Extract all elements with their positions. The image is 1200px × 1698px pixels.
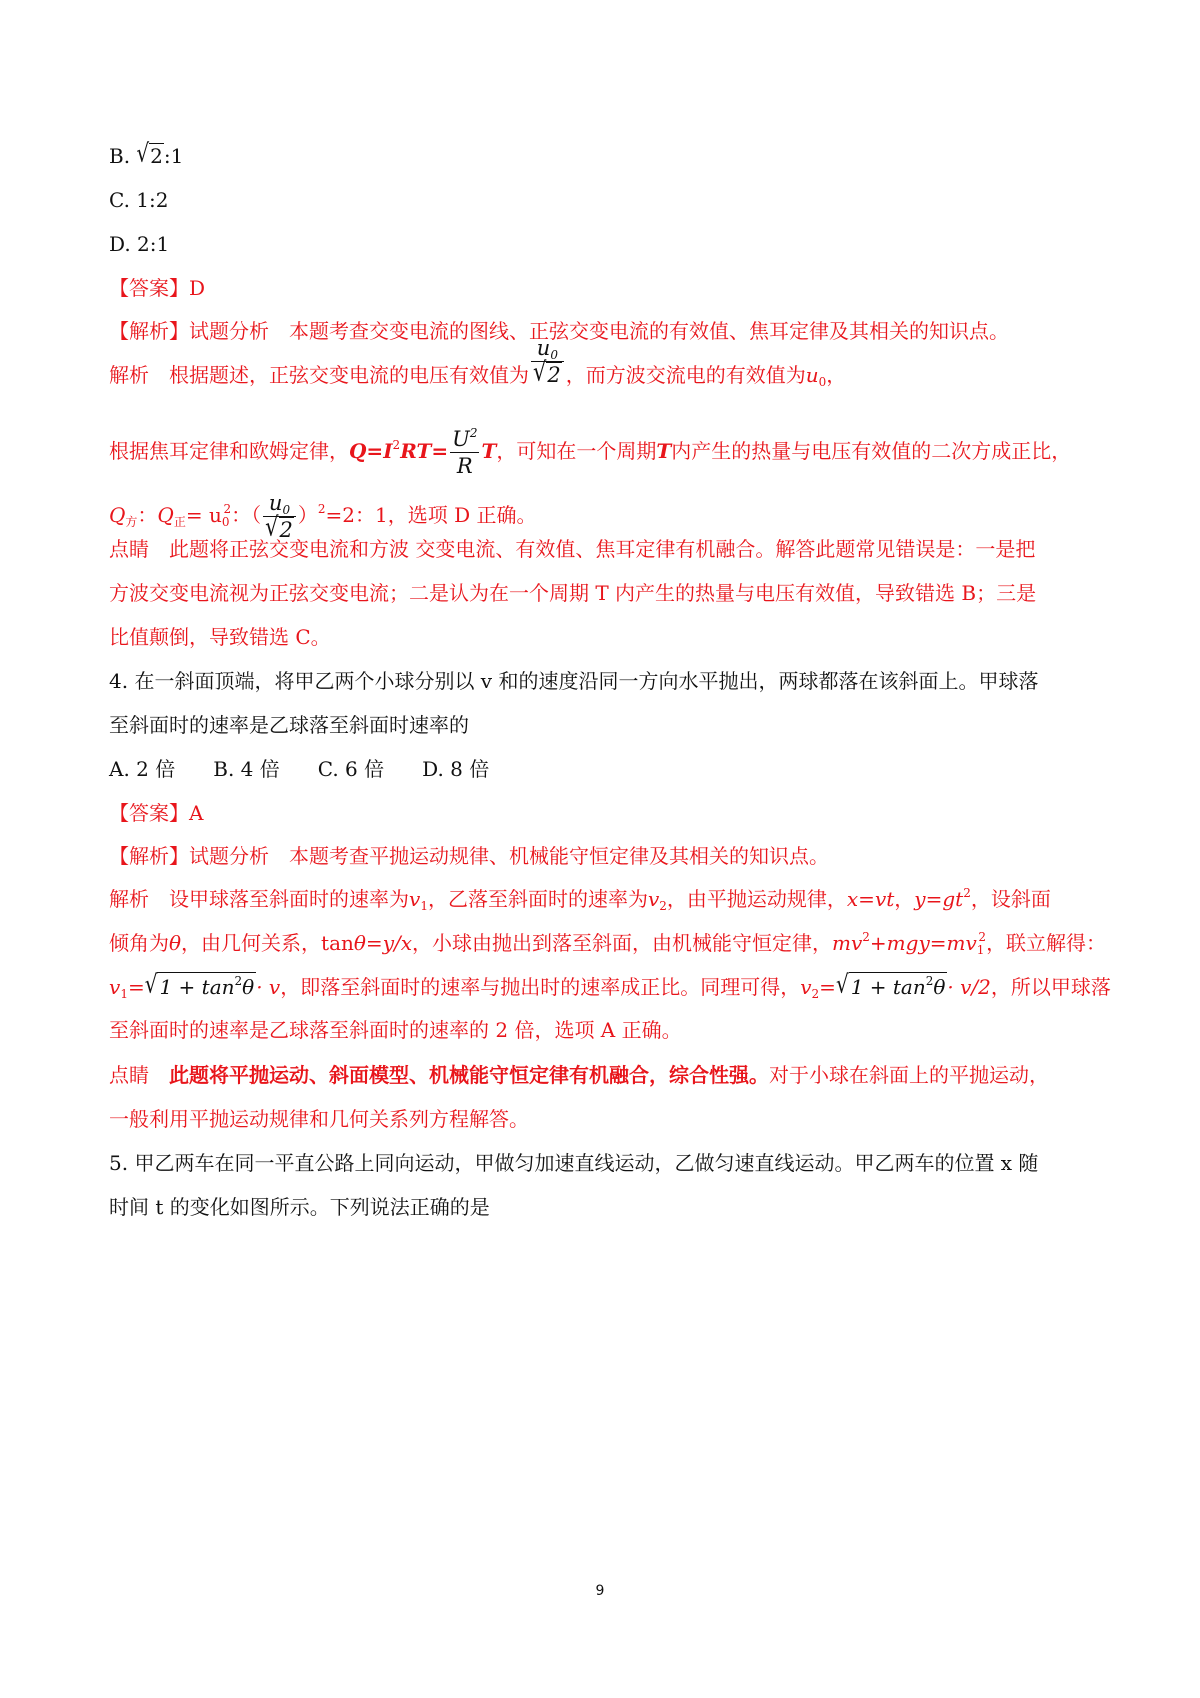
q4-stem-line-2: 至斜面时的速率是乙球落至斜面时速率的: [109, 713, 469, 737]
q4-solution-line-3: $v_1=√$ $1 + \tan^2\theta \cdot v$，即落至斜面时的速率与抛出时的速率成正比。同理可得，$v_2=√$ $1 + \tan^2\theta \cdot v/2$，所以甲球落: [109, 968, 1111, 1001]
note-line-1: 点睛 此题将正弦交变电流和方波 交变电流、有效值、焦耳定律有机融合。解答此题常见错误是：一是把: [109, 537, 1036, 561]
note-line-2: 方波交变电流视为正弦交变电流；二是认为在一个周期 T 内产生的热量与电压有效值，导致错选 B；三是: [109, 581, 1037, 605]
solution-line-3: $Q_方$：$Q_正= u_0^2$：（ $\frac{u_0}{√2}$ ）$^2$=2：1，选项 D 正确。: [109, 491, 537, 542]
q4-option-b: B. 4 倍: [213, 757, 280, 781]
q4-note-line-2: 一般利用平抛运动规律和几何关系列方程解答。: [109, 1107, 529, 1131]
fraction-u0-sqrt2-b: $\frac{u_0}{√2}$: [263, 490, 296, 543]
sqrt-expression-1: $1 + \tan^2\theta$: [159, 974, 255, 999]
option-c: C. 1:2: [109, 188, 169, 212]
fraction-u0-sqrt2: $\frac{u_0}{√2}$: [531, 335, 564, 388]
q5-stem-line-2: 时间 t 的变化如图所示。下列说法正确的是: [109, 1195, 490, 1219]
q4-solution-line-1: 解析 设甲球落至斜面时的速率为$v_1$，乙落至斜面时的速率为$v_2$，由平抛运动规律，x=vt，$y=gt^2$，设斜面: [109, 886, 1051, 913]
fraction-u2-r: $\frac{U^2}{R}$: [452, 426, 478, 478]
sqrt-expression-2: $1 + \tan^2\theta$: [850, 974, 946, 999]
q4-note-line-1: 点睛 此题将平抛运动、斜面模型、机械能守恒定律有机融合，综合性强。对于小球在斜面上的平抛运动，: [109, 1063, 1049, 1087]
q4-solution-line-4: 至斜面时的速率是乙球落至斜面时的速率的 2 倍，选项 A 正确。: [109, 1018, 682, 1042]
q4-option-d: D. 8 倍: [422, 757, 490, 781]
q4-stem-line-1: 4. 在一斜面顶端，将甲乙两个小球分别以 v 和的速度沿同一方向水平抛出，两球都落在该斜面上。甲球落: [109, 669, 1039, 693]
q4-solution-line-2: 倾角为θ，由几何关系，tanθ=y/x，小球由抛出到落至斜面，由机械能守恒定律，$mv^2+mgy=mv_1^2$，联立解得：: [109, 930, 1107, 957]
q4-option-a: A. 2 倍: [109, 757, 176, 781]
analysis-line: 【解析】试题分析 本题考查交变电流的图线、正弦交变电流的有效值、焦耳定律及其相关的知识点。: [109, 319, 1009, 343]
q4-analysis-line: 【解析】试题分析 本题考查平抛运动规律、机械能守恒定律及其相关的知识点。: [109, 844, 829, 868]
page-number: 9: [595, 1583, 605, 1599]
option-b: B. √2:1: [109, 137, 184, 168]
option-d: D. 2:1: [109, 232, 170, 256]
solution-line-2: 根据焦耳定律和欧姆定律，$Q=I^2RT=$ $\frac{U^2}{R}$ T，可知在一个周期T内产生的热量与电压有效值的二次方成正比，: [109, 426, 1072, 478]
note-line-3: 比值颠倒，导致错选 C。: [109, 625, 331, 649]
answer-line: 【答案】D: [109, 276, 206, 300]
q4-options: [109, 756, 527, 782]
q4-answer-line: 【答案】A: [109, 801, 204, 825]
q5-stem-line-1: 5. 甲乙两车在同一平直公路上同向运动，甲做匀加速直线运动，乙做匀速直线运动。甲乙两车的位置 x 随: [109, 1151, 1039, 1175]
q4-option-c: C. 6 倍: [317, 757, 385, 781]
solution-line-1: 解析 根据题述，正弦交变电流的电压有效值为 $\frac{u_0}{√2}$ ，而方波交流电的有效值为$u_0$，: [109, 336, 847, 389]
